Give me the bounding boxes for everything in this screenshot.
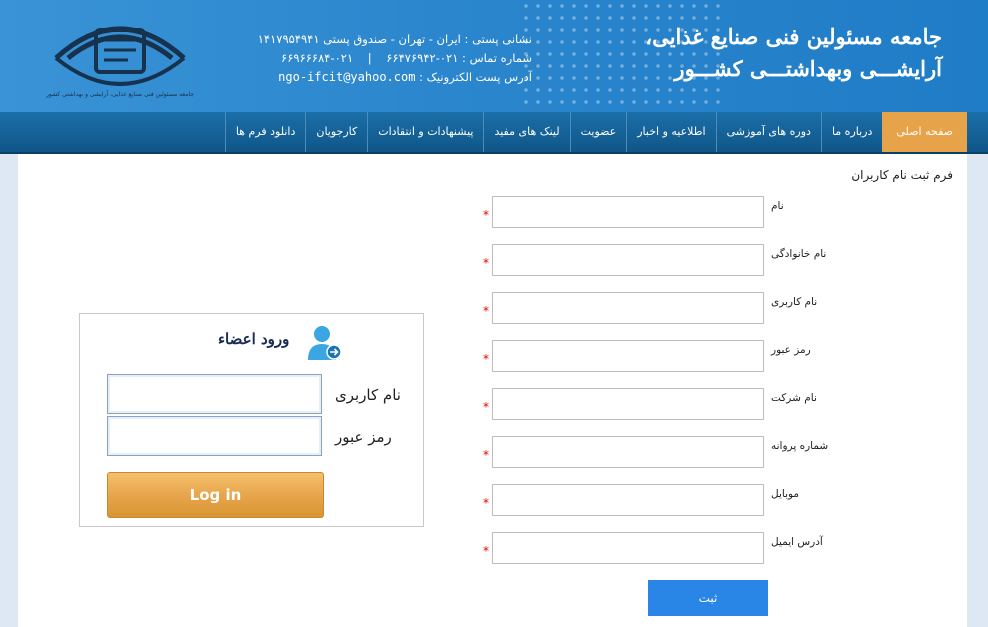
login-title: ورود اعضاء bbox=[218, 330, 290, 348]
phone-row: شماره تماس : ۰۲۱-۶۶۴۷۶۹۴۲ | ۰۲۱-۶۶۹۶۶۶۸۴ bbox=[281, 51, 532, 65]
required-mark: * bbox=[483, 256, 489, 270]
nav-item-links[interactable]: لینک های مفید bbox=[483, 112, 569, 152]
email-link[interactable]: ngo-ifcit@yahoo.com bbox=[278, 70, 416, 84]
login-password-input[interactable] bbox=[107, 416, 322, 456]
user-login-icon bbox=[306, 324, 342, 362]
last-name-label: نام خانوادگی bbox=[771, 248, 827, 260]
required-mark: * bbox=[483, 544, 489, 558]
site-header bbox=[0, 0, 988, 112]
postal-address: نشانی پستی : ایران - تهران - صندوق پستی ۱۴۱۷۹۵۴۹۴۱ bbox=[257, 32, 532, 46]
company-name-input[interactable] bbox=[492, 388, 764, 420]
password-label: رمز عبور bbox=[771, 344, 811, 356]
form-row-password bbox=[483, 340, 811, 376]
username-input[interactable] bbox=[492, 292, 764, 324]
association-logo-icon[interactable] bbox=[36, 10, 204, 100]
contact-info bbox=[232, 30, 532, 87]
mobile-label: موبایل bbox=[771, 488, 800, 500]
login-header bbox=[218, 324, 348, 362]
login-button[interactable]: Log in bbox=[107, 472, 324, 518]
email-address-label: آدرس ایمیل bbox=[771, 536, 823, 548]
form-row-first-name bbox=[483, 196, 803, 232]
nav-item-membership[interactable]: عضویت bbox=[570, 112, 627, 152]
email-input[interactable] bbox=[492, 532, 764, 564]
nav-item-downloads[interactable]: دانلود فرم ها bbox=[225, 112, 306, 152]
login-username-label: نام کاربری bbox=[335, 386, 401, 404]
company-name-label: نام شرکت bbox=[771, 392, 817, 404]
form-row-mobile bbox=[483, 484, 803, 520]
nav-item-news[interactable]: اطلاعیه و اخبار bbox=[626, 112, 715, 152]
nav-item-courses[interactable]: دوره های آموزشی bbox=[716, 112, 821, 152]
fax-number: ۰۲۱-۶۶۹۶۶۶۸۴ bbox=[281, 51, 354, 65]
license-number-label: شماره پروانه bbox=[771, 440, 829, 452]
form-row-license bbox=[483, 436, 829, 472]
first-name-input[interactable] bbox=[492, 196, 764, 228]
required-mark: * bbox=[483, 208, 489, 222]
nav-item-home[interactable]: صفحه اصلی bbox=[882, 112, 967, 152]
license-number-input[interactable] bbox=[492, 436, 764, 468]
registration-form-title: فرم ثبت نام کاربران bbox=[851, 168, 953, 182]
email-row bbox=[232, 68, 532, 87]
nav-item-feedback[interactable]: پیشنهادات و انتقادات bbox=[367, 112, 483, 152]
form-row-company bbox=[483, 388, 817, 424]
site-title-line2: آرایشـــی وبهداشتـــی کشـــور bbox=[674, 56, 942, 81]
last-name-input[interactable] bbox=[492, 244, 764, 276]
required-mark: * bbox=[483, 304, 489, 318]
login-username-input[interactable] bbox=[107, 374, 322, 414]
mobile-input[interactable] bbox=[492, 484, 764, 516]
site-title-line1: جامعه مسئولین فنی صنایع غذایی، bbox=[645, 24, 942, 49]
nav-item-jobseekers[interactable]: کارجویان bbox=[305, 112, 367, 152]
required-mark: * bbox=[483, 448, 489, 462]
required-mark: * bbox=[483, 352, 489, 366]
password-input[interactable] bbox=[492, 340, 764, 372]
username-label: نام کاربری bbox=[771, 296, 818, 308]
phone-number: شماره تماس : ۰۲۱-۶۶۴۷۶۹۴۲ bbox=[386, 51, 532, 65]
login-password-label: رمز عبور bbox=[335, 428, 392, 446]
nav-item-about[interactable]: درباره ما bbox=[821, 112, 882, 152]
logo-caption: جامعه مسئولین فنی صنایع غذایی، آرایشی و بهداشتی کشور bbox=[45, 91, 195, 98]
required-mark: * bbox=[483, 400, 489, 414]
first-name-label: نام bbox=[771, 200, 784, 212]
member-login-box bbox=[79, 313, 424, 527]
main-navigation bbox=[0, 112, 988, 154]
main-content bbox=[18, 154, 967, 627]
email-label: آدرس پست الکترونیک : bbox=[419, 70, 532, 84]
form-row-last-name bbox=[483, 244, 827, 280]
submit-registration-button[interactable]: ثبت bbox=[648, 580, 768, 616]
form-row-email bbox=[483, 532, 823, 568]
required-mark: * bbox=[483, 496, 489, 510]
form-row-username bbox=[483, 292, 818, 328]
site-title bbox=[642, 22, 942, 86]
